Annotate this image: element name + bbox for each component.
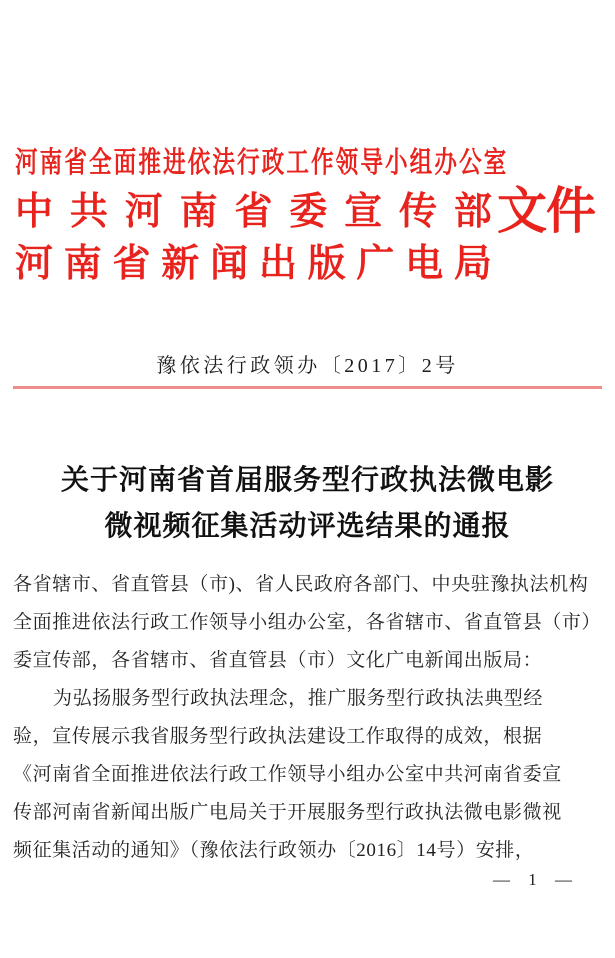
page-number: — 1 —	[493, 870, 579, 889]
body-line: 全面推进依法行政工作领导小组办公室，各省辖市、省直管县（市）	[13, 612, 602, 633]
body-line: 《河南省全面推进依法行政工作领导小组办公室中共河南省委宣	[13, 764, 562, 785]
body-line: 委宣传部，各省辖市、省直管县（市）文化广电新闻出版局：	[13, 650, 543, 671]
red-divider-rule	[13, 386, 602, 389]
body-line: 频征集活动的通知》（豫依法行政领办〔2016〕14号）安排，	[13, 840, 535, 861]
letterhead-org-line-1: 河 南 省 全 面 推 进 依 法 行 政 工 作 领 导 小 组 办 公 室	[15, 147, 507, 179]
body-line: 各省辖市、省直管县（市)、省人民政府各部门、中央驻豫执法机构	[13, 574, 589, 595]
body-line: 传部河南省新闻出版广电局关于开展服务型行政执法微电影微视	[13, 802, 562, 823]
body-line: 验，宣传展示我省服务型行政执法建设工作取得的成效，根据	[13, 726, 543, 747]
title-line-2: 微视频征集活动评选结果的通报	[104, 511, 511, 542]
letterhead-org-line-3: 河 南 省 新 闻 出 版 广 电 局	[15, 243, 492, 285]
letterhead-org-line-2: 中 共 河 南 省 委 宣 传 部	[15, 191, 492, 233]
document-body	[13, 566, 605, 870]
title-line-1: 关于河南省首届服务型行政执法微电影	[60, 465, 554, 496]
letterhead-document-word: 文件	[497, 183, 595, 239]
document-title	[0, 458, 615, 550]
document-number: 豫依法行政领办〔2017〕2号	[156, 355, 459, 377]
body-line: 为弘扬服务型行政执法理念，推广服务型行政执法典型经	[53, 688, 544, 709]
